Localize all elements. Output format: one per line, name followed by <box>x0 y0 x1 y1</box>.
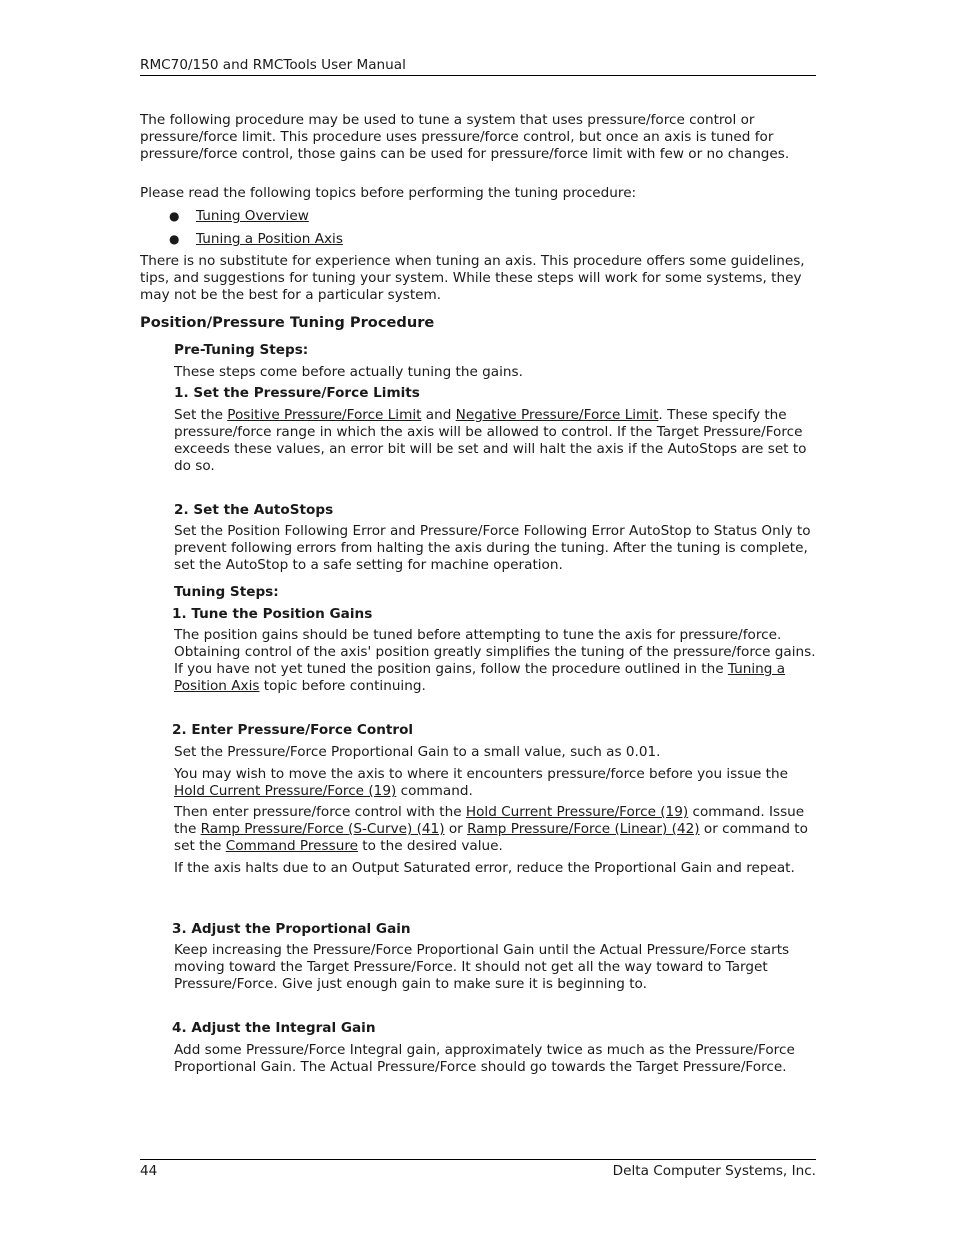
step-heading-autostops: 2. Set the AutoStops <box>174 502 334 518</box>
section-heading: Position/Pressure Tuning Procedure <box>140 314 435 331</box>
pre-tuning-text: These steps come before actually tuning the gains. <box>174 364 523 380</box>
page-header <box>140 56 816 76</box>
intro-paragraph-2: Please read the following topics before performing the tuning procedure: <box>140 185 637 201</box>
tuning-steps-heading: Tuning Steps: <box>174 584 279 600</box>
step-text-enter-control-1: Set the Pressure/Force Proportional Gain to a small value, such as 0.01. <box>174 744 661 760</box>
bullet-icon: ● <box>169 232 180 246</box>
page-footer <box>140 1159 816 1179</box>
link-tuning-position-axis-2[interactable]: Tuning a Position Axis <box>174 661 786 694</box>
step-heading-enter-control: 2. Enter Pressure/Force Control <box>172 722 414 738</box>
link-tuning-position-axis[interactable]: Tuning a Position Axis <box>196 231 343 247</box>
link-tuning-overview[interactable]: Tuning Overview <box>196 208 309 224</box>
link-negative-limit[interactable]: Negative Pressure/Force Limit <box>455 407 659 423</box>
bullet-icon: ● <box>169 209 180 223</box>
step-text-autostops: Set the Position Following Error and Pressure/Force Following Error AutoStop to Status Only to prevent following errors from halting the axis during the tuning. After the tuning is complete, set the AutoStop to a safe setting for machine operation. <box>174 523 811 573</box>
pre-tuning-heading: Pre-Tuning Steps: <box>174 342 309 358</box>
step-heading-integral-gain: 4. Adjust the Integral Gain <box>172 1020 376 1036</box>
intro-paragraph-3: There is no substitute for experience when tuning an axis. This procedure offers some guidelines, tips, and suggestions for tuning your system. While these steps will work for some systems, they may not be the best for a particular system. <box>140 253 805 303</box>
list-item <box>169 208 796 225</box>
step-text-integral-gain: Add some Pressure/Force Integral gain, approximately twice as much as the Pressure/Force Proportional Gain. The Actual Pressure/Force should go towards the Target Pressure/Force. <box>174 1042 795 1075</box>
link-command-pressure[interactable]: Command Pressure <box>225 838 358 854</box>
page-number: 44 <box>140 1163 158 1179</box>
step-heading-set-limits: 1. Set the Pressure/Force Limits <box>174 385 420 401</box>
manual-title: RMC70/150 and RMCTools User Manual <box>140 57 406 73</box>
step-heading-position-gains: 1. Tune the Position Gains <box>172 606 373 622</box>
link-ramp-pressure-linear[interactable]: Ramp Pressure/Force (Linear) (42) <box>467 821 700 837</box>
step-text-set-limits: Set the Positive Pressure/Force Limit and Negative Pressure/Force Limit. These specify the pressure/force range in which the axis will be allowed to control. If the Target Pressure/Force exceeds these values, an error bit will be set and will halt the axis if the AutoStops are set to do so. <box>174 407 807 474</box>
link-hold-current-pressure-2[interactable]: Hold Current Pressure/Force (19) <box>465 804 689 820</box>
step-text-enter-control-4: If the axis halts due to an Output Saturated error, reduce the Proportional Gain and repeat. <box>174 860 795 876</box>
step-text-proportional-gain: Keep increasing the Pressure/Force Proportional Gain until the Actual Pressure/Force starts moving toward the Target Pressure/Force. It should not get all the way toward to Target Pressure/Force. Give just enough gain to make sure it is beginning to. <box>174 942 790 992</box>
step-text-enter-control-2: You may wish to move the axis to where it encounters pressure/force before you issue the Hold Current Pressure/Force (19) command. <box>174 766 788 799</box>
link-ramp-pressure-scurve[interactable]: Ramp Pressure/Force (S-Curve) (41) <box>200 821 445 837</box>
step-text-enter-control-3: Then enter pressure/force control with the Hold Current Pressure/Force (19) command. Issue the Ramp Pressure/Force (S-Curve) (41) or Ramp Pressure/Force (Linear) (42) or command to set the Command Pressure to the desired value. <box>174 804 808 854</box>
list-item <box>169 231 796 248</box>
prerequisite-topics-list <box>169 208 796 248</box>
step-heading-proportional-gain: 3. Adjust the Proportional Gain <box>172 921 411 937</box>
intro-paragraph-1: The following procedure may be used to tune a system that uses pressure/force control or pressure/force limit. This procedure uses pressure/force control, but once an axis is tuned for pressure/force control, those gains can be used for pressure/force limit with few or no changes. <box>140 112 790 162</box>
company-name: Delta Computer Systems, Inc. <box>612 1163 816 1179</box>
link-positive-limit[interactable]: Positive Pressure/Force Limit <box>227 407 422 423</box>
link-hold-current-pressure[interactable]: Hold Current Pressure/Force (19) <box>174 783 397 799</box>
step-text-position-gains: The position gains should be tuned before attempting to tune the axis for pressure/force. Obtaining control of the axis' position greatly simplifies the tuning of the pressure/force gains. If you have not yet tuned the position gains, follow the procedure outlined in the Tuning a Position Axis topic before continuing. <box>174 627 816 694</box>
